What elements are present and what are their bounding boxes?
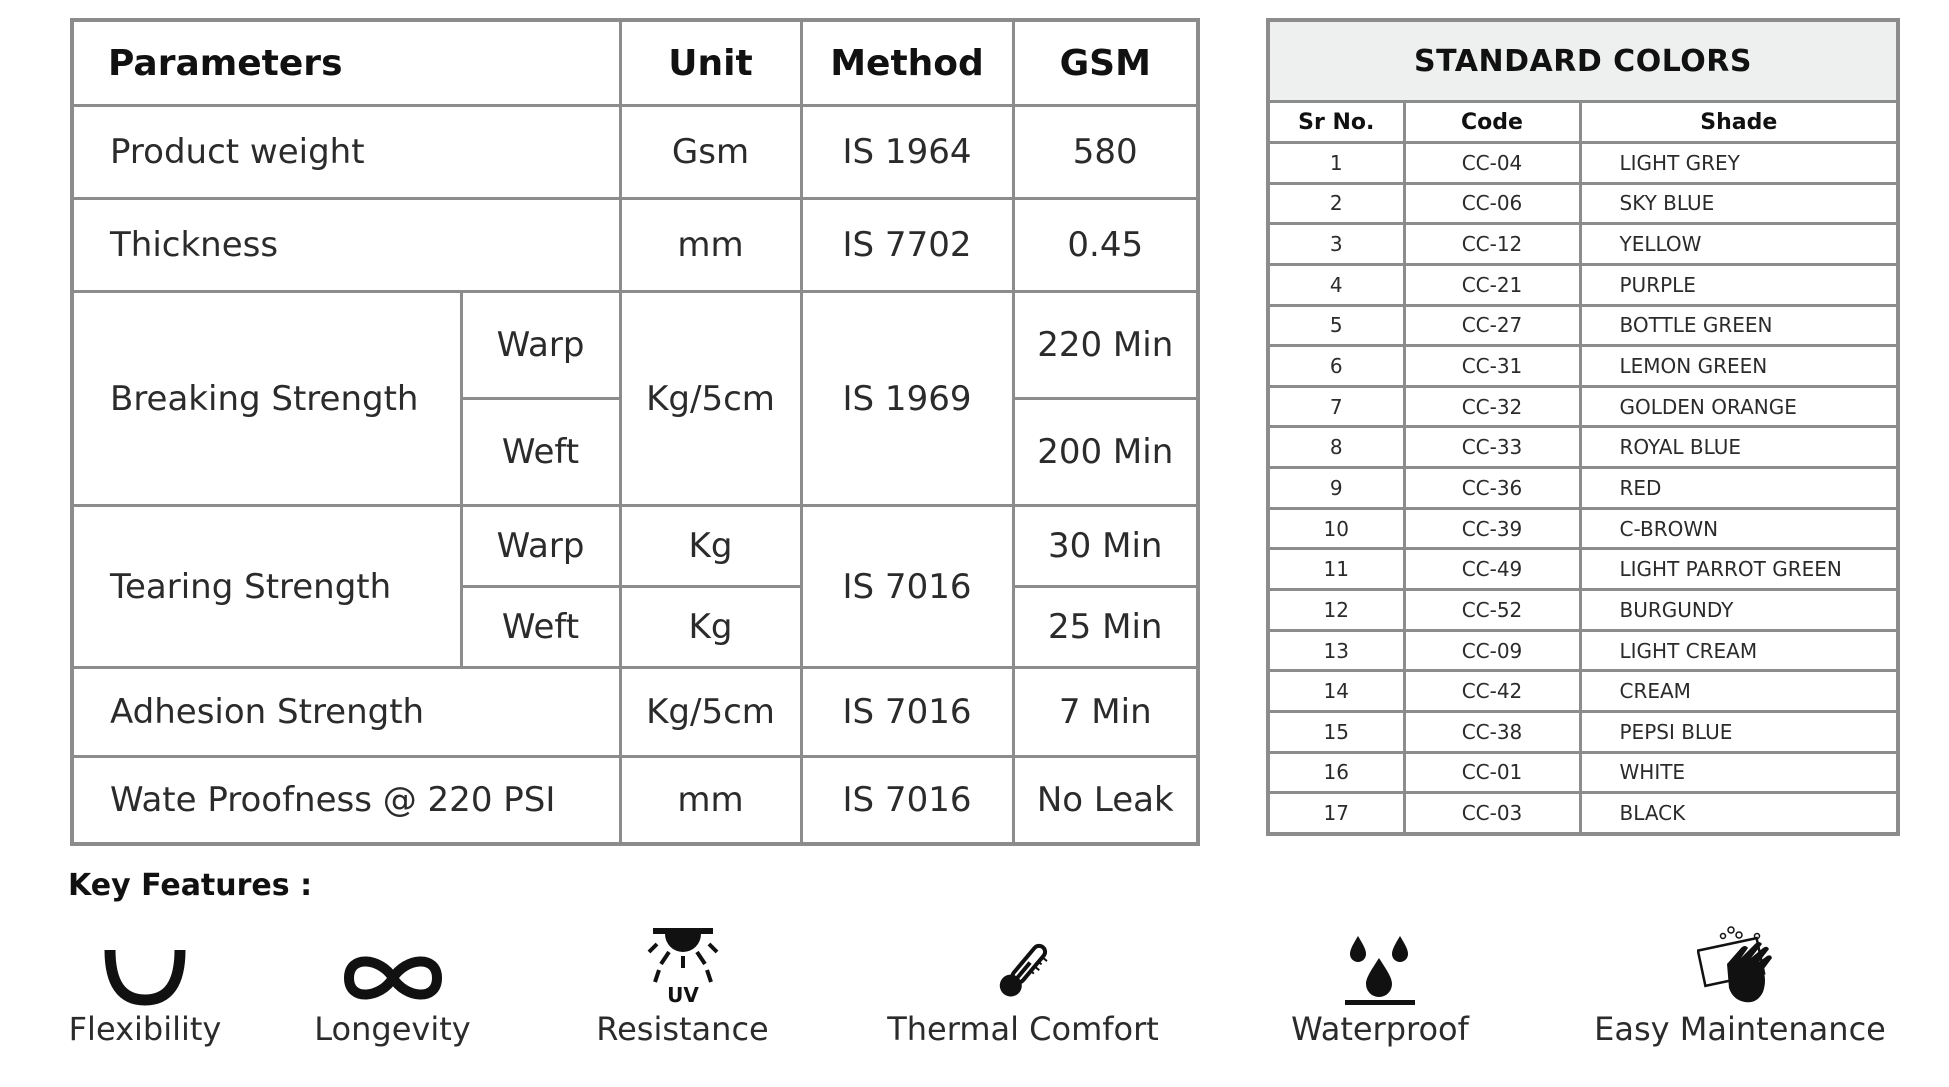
spec-header-row bbox=[72, 20, 1198, 106]
color-code: CC-03 bbox=[1404, 793, 1580, 834]
feature-label: Thermal Comfort bbox=[887, 1010, 1159, 1048]
color-code: CC-04 bbox=[1404, 143, 1580, 184]
color-row bbox=[1268, 468, 1898, 509]
param-method: IS 1969 bbox=[801, 292, 1013, 506]
thermometer-icon bbox=[988, 936, 1058, 1006]
color-sr-no: 15 bbox=[1268, 711, 1404, 752]
color-code: CC-31 bbox=[1404, 346, 1580, 387]
color-code: CC-21 bbox=[1404, 264, 1580, 305]
color-code: CC-06 bbox=[1404, 183, 1580, 224]
header-shade: Shade bbox=[1580, 102, 1898, 143]
color-shade: RED bbox=[1580, 468, 1898, 509]
color-row bbox=[1268, 183, 1898, 224]
color-sr-no: 11 bbox=[1268, 549, 1404, 590]
color-code: CC-52 bbox=[1404, 590, 1580, 631]
color-code: CC-39 bbox=[1404, 508, 1580, 549]
color-shade: PEPSI BLUE bbox=[1580, 711, 1898, 752]
colors-table-body bbox=[1268, 143, 1898, 835]
param-value-weft: 25 Min bbox=[1013, 587, 1198, 668]
color-sr-no: 1 bbox=[1268, 143, 1404, 184]
color-sr-no: 16 bbox=[1268, 752, 1404, 793]
row-product-weight bbox=[72, 106, 1198, 199]
param-label: Tearing Strength bbox=[72, 506, 461, 668]
param-value-weft: 200 Min bbox=[1013, 399, 1198, 506]
color-row bbox=[1268, 671, 1898, 712]
row-tearing-warp bbox=[72, 506, 1198, 587]
color-sr-no: 4 bbox=[1268, 264, 1404, 305]
color-shade: GOLDEN ORANGE bbox=[1580, 386, 1898, 427]
color-shade: CREAM bbox=[1580, 671, 1898, 712]
param-method: IS 7016 bbox=[801, 506, 1013, 668]
color-code: CC-09 bbox=[1404, 630, 1580, 671]
standard-colors-table bbox=[1266, 18, 1900, 836]
color-sr-no: 2 bbox=[1268, 183, 1404, 224]
header-method: Method bbox=[801, 20, 1013, 106]
header-code: Code bbox=[1404, 102, 1580, 143]
param-unit: mm bbox=[620, 199, 801, 292]
sub-label-weft: Weft bbox=[461, 587, 620, 668]
param-unit: Gsm bbox=[620, 106, 801, 199]
param-value-warp: 30 Min bbox=[1013, 506, 1198, 587]
color-code: CC-49 bbox=[1404, 549, 1580, 590]
flexibility-icon bbox=[102, 946, 188, 1006]
color-shade: YELLOW bbox=[1580, 224, 1898, 265]
param-unit: mm bbox=[620, 757, 801, 845]
color-shade: LIGHT GREY bbox=[1580, 143, 1898, 184]
color-code: CC-33 bbox=[1404, 427, 1580, 468]
color-row bbox=[1268, 427, 1898, 468]
row-breaking-warp bbox=[72, 292, 1198, 399]
color-shade: LEMON GREEN bbox=[1580, 346, 1898, 387]
color-row bbox=[1268, 549, 1898, 590]
row-water-proofness bbox=[72, 757, 1198, 845]
color-row bbox=[1268, 711, 1898, 752]
color-sr-no: 8 bbox=[1268, 427, 1404, 468]
color-sr-no: 9 bbox=[1268, 468, 1404, 509]
color-shade: BOTTLE GREEN bbox=[1580, 305, 1898, 346]
feature-label: Waterproof bbox=[1291, 1010, 1469, 1048]
color-sr-no: 14 bbox=[1268, 671, 1404, 712]
color-row bbox=[1268, 346, 1898, 387]
color-row bbox=[1268, 752, 1898, 793]
parameters-table bbox=[70, 18, 1200, 846]
color-row bbox=[1268, 386, 1898, 427]
feature-label: Resistance bbox=[596, 1010, 769, 1048]
param-unit: Kg/5cm bbox=[620, 292, 801, 506]
param-label: Wate Proofness @ 220 PSI bbox=[72, 757, 620, 845]
row-thickness bbox=[72, 199, 1198, 292]
param-label: Breaking Strength bbox=[72, 292, 461, 506]
color-sr-no: 3 bbox=[1268, 224, 1404, 265]
key-features-title: Key Features : bbox=[68, 868, 313, 903]
color-row bbox=[1268, 793, 1898, 834]
color-code: CC-38 bbox=[1404, 711, 1580, 752]
color-code: CC-27 bbox=[1404, 305, 1580, 346]
color-shade: LIGHT CREAM bbox=[1580, 630, 1898, 671]
color-shade: WHITE bbox=[1580, 752, 1898, 793]
color-sr-no: 6 bbox=[1268, 346, 1404, 387]
sub-label-warp: Warp bbox=[461, 506, 620, 587]
feature-resistance bbox=[590, 930, 775, 1048]
param-value: 580 bbox=[1013, 106, 1198, 199]
color-shade: SKY BLUE bbox=[1580, 183, 1898, 224]
feature-easy-maintenance bbox=[1585, 930, 1895, 1048]
color-row bbox=[1268, 590, 1898, 631]
colors-title-row bbox=[1268, 20, 1898, 102]
param-method: IS 7016 bbox=[801, 757, 1013, 845]
row-adhesion bbox=[72, 668, 1198, 757]
header-sr-no: Sr No. bbox=[1268, 102, 1404, 143]
color-sr-no: 13 bbox=[1268, 630, 1404, 671]
param-method: IS 1964 bbox=[801, 106, 1013, 199]
feature-label: Flexibility bbox=[68, 1010, 222, 1048]
uv-sun-icon bbox=[645, 926, 721, 1006]
param-unit-weft: Kg bbox=[620, 587, 801, 668]
color-code: CC-42 bbox=[1404, 671, 1580, 712]
header-parameters: Parameters bbox=[72, 20, 620, 106]
color-sr-no: 5 bbox=[1268, 305, 1404, 346]
color-row bbox=[1268, 508, 1898, 549]
feature-thermal-comfort bbox=[878, 930, 1168, 1048]
param-label: Product weight bbox=[72, 106, 620, 199]
param-value-warp: 220 Min bbox=[1013, 292, 1198, 399]
color-sr-no: 10 bbox=[1268, 508, 1404, 549]
color-sr-no: 12 bbox=[1268, 590, 1404, 631]
cleaning-hand-icon bbox=[1697, 926, 1783, 1006]
color-code: CC-36 bbox=[1404, 468, 1580, 509]
infinity-icon bbox=[341, 950, 445, 1006]
feature-label: Easy Maintenance bbox=[1594, 1010, 1886, 1048]
param-unit: Kg/5cm bbox=[620, 668, 801, 757]
color-shade: C-BROWN bbox=[1580, 508, 1898, 549]
color-row bbox=[1268, 264, 1898, 305]
color-row bbox=[1268, 305, 1898, 346]
header-gsm: GSM bbox=[1013, 20, 1198, 106]
param-value: No Leak bbox=[1013, 757, 1198, 845]
uv-text: UV bbox=[666, 983, 699, 1006]
header-unit: Unit bbox=[620, 20, 801, 106]
color-code: CC-12 bbox=[1404, 224, 1580, 265]
water-drops-icon bbox=[1342, 934, 1418, 1006]
param-unit-warp: Kg bbox=[620, 506, 801, 587]
color-shade: PURPLE bbox=[1580, 264, 1898, 305]
feature-flexibility bbox=[60, 930, 230, 1048]
param-method: IS 7702 bbox=[801, 199, 1013, 292]
color-shade: LIGHT PARROT GREEN bbox=[1580, 549, 1898, 590]
color-row bbox=[1268, 224, 1898, 265]
color-sr-no: 17 bbox=[1268, 793, 1404, 834]
param-value: 7 Min bbox=[1013, 668, 1198, 757]
param-method: IS 7016 bbox=[801, 668, 1013, 757]
sub-label-weft: Weft bbox=[461, 399, 620, 506]
colors-header-row bbox=[1268, 102, 1898, 143]
color-code: CC-01 bbox=[1404, 752, 1580, 793]
color-shade: BLACK bbox=[1580, 793, 1898, 834]
feature-longevity bbox=[305, 930, 480, 1048]
param-value: 0.45 bbox=[1013, 199, 1198, 292]
sub-label-warp: Warp bbox=[461, 292, 620, 399]
color-sr-no: 7 bbox=[1268, 386, 1404, 427]
color-code: CC-32 bbox=[1404, 386, 1580, 427]
color-shade: BURGUNDY bbox=[1580, 590, 1898, 631]
param-label: Thickness bbox=[72, 199, 620, 292]
color-row bbox=[1268, 143, 1898, 184]
color-shade: ROYAL BLUE bbox=[1580, 427, 1898, 468]
color-row bbox=[1268, 630, 1898, 671]
feature-label: Longevity bbox=[314, 1010, 471, 1048]
param-label: Adhesion Strength bbox=[72, 668, 620, 757]
colors-table-title: STANDARD COLORS bbox=[1268, 20, 1898, 102]
feature-waterproof bbox=[1280, 930, 1480, 1048]
